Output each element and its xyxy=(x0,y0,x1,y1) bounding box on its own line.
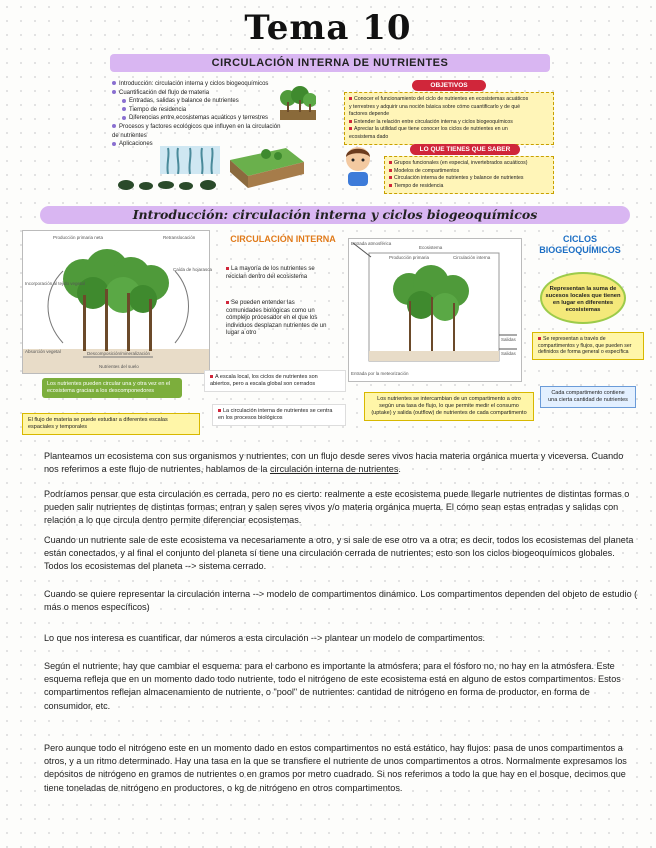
landscape-block-image xyxy=(226,140,308,190)
compartments-note: Se representan a través de compartimentos y flujos, que pueden ser definidos de forma general o específica xyxy=(532,332,644,360)
biological-processes-note: La circulación interna de nutrientes se centra en los procesos biológicos xyxy=(212,404,346,426)
paragraph-5: Lo que nos interesa es cuantificar, dar números a esta circulación --> plantear un modelo de compartimentos. xyxy=(44,633,486,643)
student-cartoon xyxy=(340,144,376,188)
internal-point-2: Se pueden entender las comunidades biológicas como un complejo procesador en el que los individuos desplazan nutrientes de un lugar a otro xyxy=(226,300,327,337)
paragraph-6: Según el nutriente, hay que cambiar el esquema: para el carbono es importante la atmósfera; para el fósforo no, no hay en la atmósfera. Este esquema refleja que en un momento dado todo nutriente, todo el nitrógeno de este ecosistema está en alguno de estos compartimentos. Estos compartimentos reflejan almacenamiento de nutriente, o "pool" de nutrientes: cantidad de nitrógeno en forma de productor, en forma de consumidor, etc. xyxy=(44,661,621,711)
objectives-box: Conocer el funcionamiento del ciclo de nutrientes en ecosistemas acuáticos y terrestres y adquirir una noción básica sobre cómo cuantificarlo y de qué factores depende Entender la relación entre circulación interna y ciclos biogeoquímicos Apreciar la utilidad que tiene conocer los ciclos de nutrientes en un ecosistema dado xyxy=(344,92,554,145)
yellow-note: El flujo de materia se puede estudiar a diferentes escalas espaciales y temporales xyxy=(22,413,200,435)
internal-circulation-title: CIRCULACIÓN INTERNA xyxy=(230,234,336,244)
toc-item: Introducción: circulación interna y ciclos biogeoquímicos xyxy=(112,80,312,89)
green-note: Los nutrientes pueden circular una y otra vez en el ecosistema gracias a los descomponedores xyxy=(42,378,182,398)
paragraph-1: Planteamos un ecosistema con sus organismos y nutrientes, con un flujo desde seres vivos hacia materia orgánica muerta y viceversa. Cuando nos referimos a este flujo de nutrientes, hablamos de la circulación interna de nutrientes. xyxy=(44,451,624,475)
toc-item: Tiempo de residencia xyxy=(112,106,312,115)
paragraph-3: Cuando un nutriente sale de este ecosistema va necesariamente a otro, y si sale de ese otro va a otra; es decir, todos los ecosistemas del planeta están conectados, y al final el conjunto del planeta sí tiene una circulación cerrada de nutrientes; esto son los ciclos biogeoquímicos globales. Todos los ecosistemas del planeta --> sistema cerrado. xyxy=(44,535,634,572)
paragraph-7: Pero aunque todo el nitrógeno este en un momento dado en estos compartimentos no está estático, hay flujos: pasa de unos compartimentos a otros, y a un ritmo determinado. Hay una tasa en la que se transfiere el nutriente de unos compartimentos a otros. Normalmente expresamos los depósitos de nitrógeno en gramos de nutrientes o en gramos por metro cuadrado. Si nos referimos a todo la que hay en el bosque, decimos que tiene toneladas de nitrógeno en productores, o kg de nitrógeno en otros compartimentos. xyxy=(44,743,627,793)
paragraph-4: Cuando se quiere representar la circulación interna --> modelo de compartimentos dinámico. Los compartimentos dependen del objeto de estudio ( más o menos específicos) xyxy=(44,589,638,613)
toc-item: de nutrientes xyxy=(112,132,147,139)
toc-item: Aplicaciones xyxy=(112,140,312,149)
aquatic-plants-image xyxy=(160,146,220,174)
page-title: Tema 10 xyxy=(244,8,412,48)
toc-item: Diferencias entre ecosistemas acuáticos y terrestres xyxy=(112,114,312,123)
section-header-2: Introducción: circulación interna y ciclos biogeoquímicos xyxy=(40,206,630,224)
cycles-ellipse: Representan la suma de sucesos locales que tienen en lugar en diferentes ecosistemas xyxy=(540,272,626,324)
exchange-rate-note: Los nutrientes se intercambian de un compartimento a otro según una tasa de flujo, lo que permite medir el consumo (uptake) y salida (outflow) de nutrientes de cada compartimento xyxy=(364,392,534,421)
animals-silhouettes xyxy=(116,176,220,192)
toc-item: Procesos y factores ecológicos que influyen en la circulación xyxy=(112,123,312,132)
paragraph-2: Podríamos pensar que esta circulación es cerrada, pero no es cierto: realmente a este ecosistema puede llegarle nutrientes de distintas formas o pueden salir nutrientes de distintas formas; entran y salen seres vivos y/o materia orgánica muerta. El cómo sean estas entradas y salidas con relación a lo que circula dentro permite diferenciar ecosistemas. xyxy=(44,489,630,526)
toc-item: Cuantificación del flujo de materia xyxy=(112,89,312,98)
internal-point-1: La mayoría de los nutrientes se reciclan dentro del ecosistema xyxy=(226,266,315,280)
objectives-label: OBJETIVOS xyxy=(412,80,486,91)
biogeochemical-cycles-title: CICLOS BIOGEOQUÍMICOS xyxy=(539,234,621,255)
internal-cycle-diagram: Producción primaria neta Retranslocación Caída de hojarasca Incorporación al tejido vegetal Absorción vegetal Descomposición/mineralización Nutrientes del suelo xyxy=(22,230,210,374)
forest-thumbnail xyxy=(280,86,316,120)
toc-item: Entradas, salidas y balance de nutrientes xyxy=(112,97,312,106)
scale-note: A escala local, los ciclos de nutrientes son abiertos, pero a escala global son cerrados xyxy=(204,370,346,392)
compartment-content-note: Cada compartimento contiene una cierta cantidad de nutrientes xyxy=(540,386,636,408)
ecosystem-io-diagram: Entrada atmosférica Ecosistema Producción primaria Circulación interna Entrada por la meteorización Salidas Salidas xyxy=(348,238,522,382)
must-know-box: Grupos funcionales (en especial, invertebrados acuáticos) Modelos de compartimentos Circulación interna de nutrientes y balance de nutrientes Tiempo de residencia xyxy=(384,156,554,194)
must-know-label: LO QUE TIENES QUE SABER xyxy=(410,144,520,155)
section-header-1: CIRCULACIÓN INTERNA DE NUTRIENTES xyxy=(110,54,550,72)
